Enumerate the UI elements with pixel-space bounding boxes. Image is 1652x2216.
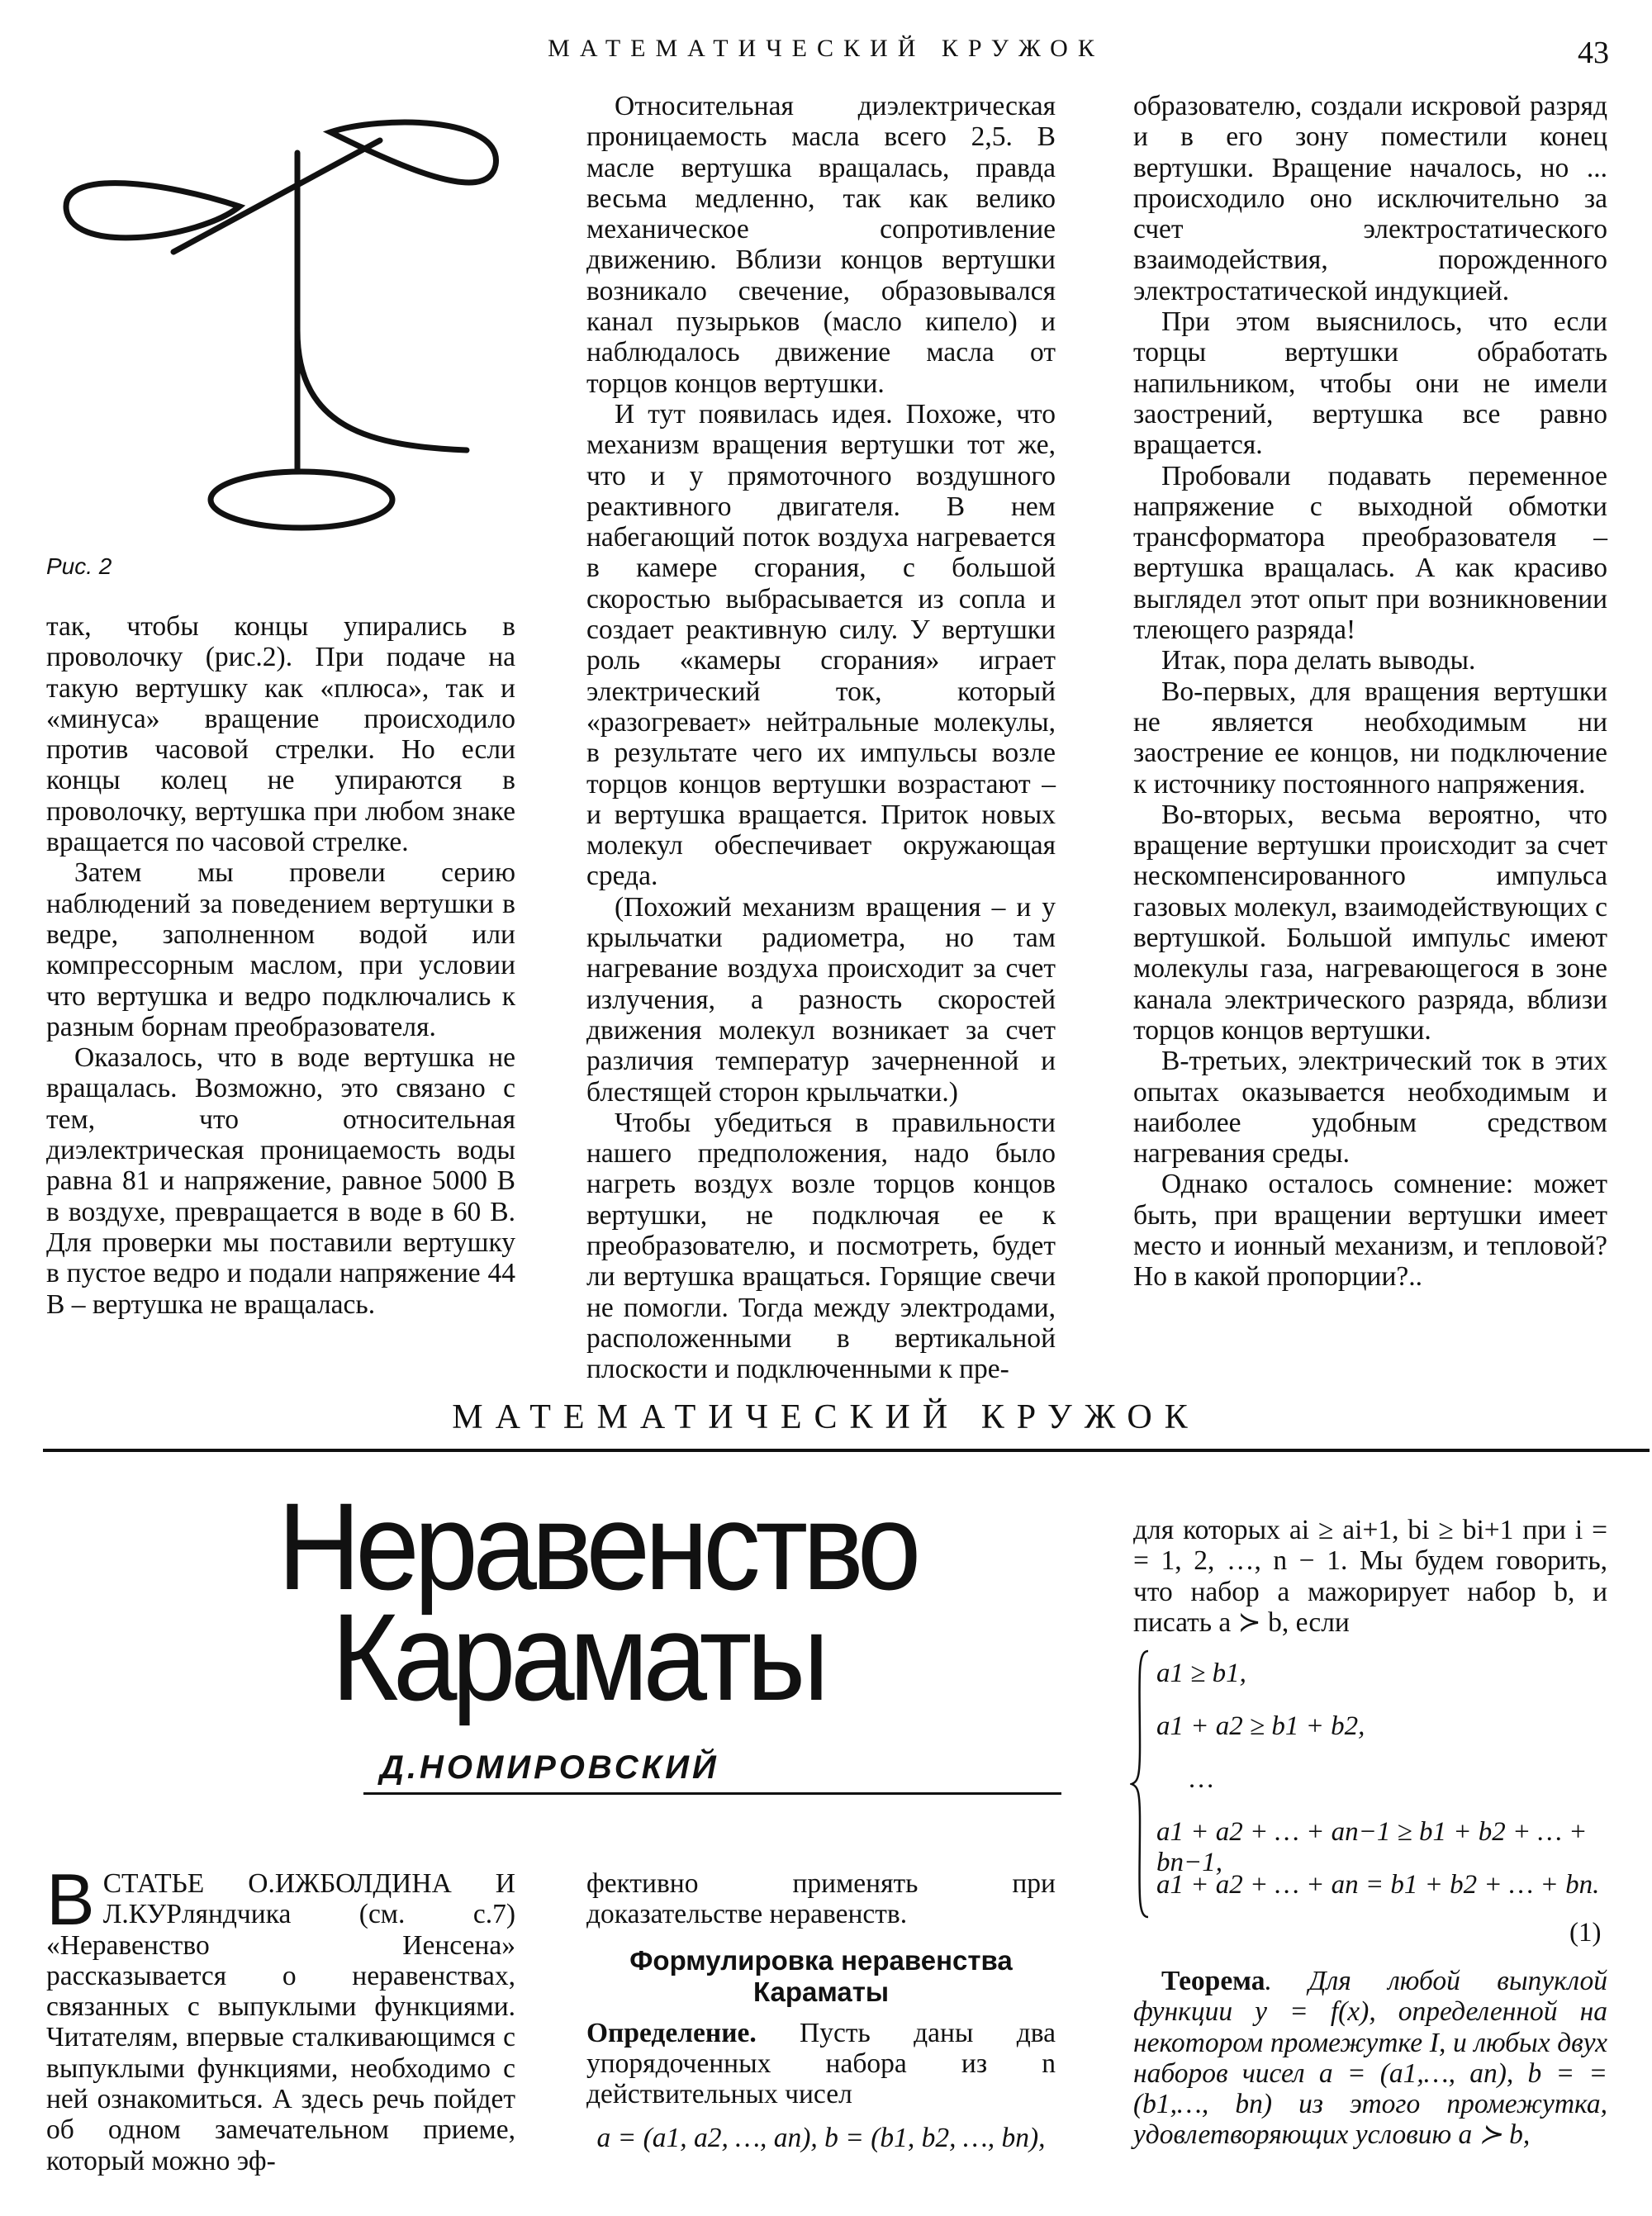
article-column-2 xyxy=(586,1868,1056,2154)
column-2 xyxy=(586,91,1056,1384)
system-line: a1 + a2 + … + an = b1 + b2 + … + bn. xyxy=(1156,1870,1600,1900)
paragraph: Чтобы убедиться в правильности нашего предположения, надо было нагреть воздух возле торцов концов вертушки, не подключая ее к преобразователю, и посмотреть, будет ли вертушка вращаться. Горящие свечи не помогли. Тогда между электродами, расположенными в вертикальной плоскости и подключенными к пре- xyxy=(586,1107,1056,1385)
paragraph: так, чтобы концы упирались в проволочку (рис.2). При подаче на такую вертушку как «плюса», так и «минуса» вращение происходило против часовой стрелки. Но если концы колец не упираются в проволочку, вертушка при любом знаке вращается по часовой стрелке. xyxy=(46,611,515,858)
article-title-line-2: Караматы xyxy=(331,1587,824,1726)
column-1 xyxy=(46,611,515,1320)
sets-formula: a = (a1, a2, …, an), b = (b1, b2, …, bn), xyxy=(596,2123,1046,2154)
paragraph: образователю, создали искровой разряд и в его зону поместили конец вертушки. Вращение началось, но ... происходило оно исключительно за счет электростатического взаимодействия, порожденного электростатической индукцией. xyxy=(1133,91,1607,306)
paragraph: Оказалось, что в воде вертушка не вращалась. Возможно, это связано с тем, что относительная диэлектрическая проницаемость воды равна 81 и напряжение, равное 5000 В в воздухе, превращается в воде в 60 В. Для проверки мы поставили вертушку в пустое ведро и подали напряжение 44 В – вертушка не вращалась. xyxy=(46,1042,515,1320)
theorem-block xyxy=(1133,1966,1607,2151)
intro-text: СТАТЬЕ О.ИЖБОЛДИНА И Л.КУРляндчика (см. с.7) «Неравенство Иенсена» рассказывается о неравенствах, связанных с выпуклыми функциями. Читателям, впервые сталкивающимся с выпуклыми функциями, необходимо с ней ознакомиться. А здесь речь пойдет об одном замечательном приеме, который можно эф- xyxy=(46,1868,515,2176)
paragraph: Во-вторых, весьма вероятно, что вращение вертушки происходит за счет нескомпенсированного импульса газовых молекул, взаимодействующих с вертушкой. Большой импульс имеют молекулы газа, нагревающегося в зоне канала электрического разряда, вблизи торцов концов вертушки. xyxy=(1133,799,1607,1046)
author-rule xyxy=(363,1792,1061,1795)
definition-label: Определение. xyxy=(586,2017,757,2048)
paragraph: Во-первых, для вращения вертушки не является необходимым ни заострение ее концов, ни подключение к источнику постоянного напряжения. xyxy=(1133,676,1607,800)
column-3 xyxy=(1133,91,1607,1293)
paragraph: Относительная диэлектрическая проницаемость масла всего 2,5. В масле вертушка вращалась, правда весьма медленно, так как велико механическое сопротивление движению. Вблизи концов вертушки возникало свечение, образовывался канал пузырьков (масло кипело) и наблюдалось движение масла от торцов концов вертушки. xyxy=(586,91,1056,399)
article-title-line-1: Неравенство xyxy=(278,1477,916,1616)
subheading: Формулировка неравенства Караматы xyxy=(629,1944,1013,2007)
theorem-label: Теорема xyxy=(1161,1966,1265,1996)
figure-caption: Рис. 2 xyxy=(46,553,112,579)
figure-spinner-drawing xyxy=(50,83,512,545)
article-author: Д.НОМИРОВСКИЙ xyxy=(380,1749,719,1786)
paragraph: для которых ai ≥ ai+1, bi ≥ bi+1 при i = = 1, 2, …, n − 1. Мы будем говорить, что набор a мажорирует набор b, и писать a ≻ b, если xyxy=(1133,1515,1607,1638)
page-number: 43 xyxy=(1578,36,1609,70)
section-title: МАТЕМАТИЧЕСКИЙ КРУЖОК xyxy=(452,1398,1200,1436)
paragraph: Итак, пора делать выводы. xyxy=(1161,645,1476,676)
system-line: a1 ≥ b1, xyxy=(1156,1658,1246,1688)
paragraph: Затем мы провели серию наблюдений за поведением вертушки в ведре, заполненном водой или компрессорным маслом, при условии что вертушка и ведро подключались к разным борнам преобразователя. xyxy=(46,857,515,1042)
definition-paragraph xyxy=(586,2018,1056,2110)
system-line: a1 + a2 + … + an−1 ≥ b1 + b2 + … + bn−1, xyxy=(1156,1817,1588,1877)
drop-cap: В xyxy=(46,1858,95,1940)
definition-text: Пусть даны два упорядоченных набора из n действительных чисел xyxy=(586,2017,1056,2110)
inequality-system xyxy=(1140,1652,1635,1924)
system-line: … xyxy=(1189,1764,1214,1794)
article-column-3 xyxy=(1133,1515,1607,1638)
paragraph: И тут появилась идея. Похоже, что механизм вращения вертушки тот же, что и у прямоточного воздушного реактивного двигателя. В нем набегающий поток воздуха нагревается в камере сгорания, с большой скоростью выбрасывается из сопла и создает реактивную силу. У вертушки роль «камеры сгорания» играет электрический ток, который «разогревает» нейтральные молекулы, в результате чего их импульсы возле торцов концов вертушки возрастают – и вертушка вращается. Приток новых молекул обеспечивает окружающая среда. xyxy=(586,398,1056,892)
section-rule xyxy=(43,1449,1650,1452)
paragraph: При этом выяснилось, что если торцы вертушки обработать напильником, чтобы они не имели заострений, вертушка все равно вращается. xyxy=(1133,306,1607,461)
theorem-text: . Для любой выпуклой функции y = f(x), определенной на некотором промежутке I, и любых двух наборов чисел a = (a1,…, an), b = = (b1,…, bn) из этого промежутка, удовлетворяющих условию a ≻ b, xyxy=(1133,1966,1607,2151)
running-head: МАТЕМАТИЧЕСКИЙ КРУЖОК xyxy=(548,35,1104,62)
paragraph: фективно применять при доказательстве неравенств. xyxy=(586,1868,1056,1930)
article-column-1 xyxy=(46,1858,515,2176)
theorem-paragraph xyxy=(1133,1966,1607,2151)
paragraph: Однако осталось сомнение: может быть, при вращении вертушки имеет место и ионный механизм, и тепловой? Но в какой пропорции?.. xyxy=(1133,1169,1607,1293)
paragraph: Пробовали подавать переменное напряжение с выходной обмотки трансформатора преобразователя – вертушка вращалась. А как красиво выглядел этот опыт при возникновении тлеющего разряда! xyxy=(1133,460,1607,646)
equation-number: (1) xyxy=(1569,1918,1602,1948)
intro-paragraph xyxy=(46,1858,515,2176)
paragraph: В-третьих, электрический ток в этих опытах оказывается необходимым и наиболее удобным средством нагревания среды. xyxy=(1133,1046,1607,1170)
paragraph: (Похожий механизм вращения – и у крыльчатки радиометра, но там нагревание воздуха происходит за счет излучения, а разность скоростей движения молекул возникает за счет различия температур зачерненной и блестящей сторон крыльчатки.) xyxy=(586,891,1056,1108)
article-title xyxy=(278,1477,916,1726)
system-line: a1 + a2 ≥ b1 + b2, xyxy=(1156,1711,1365,1741)
